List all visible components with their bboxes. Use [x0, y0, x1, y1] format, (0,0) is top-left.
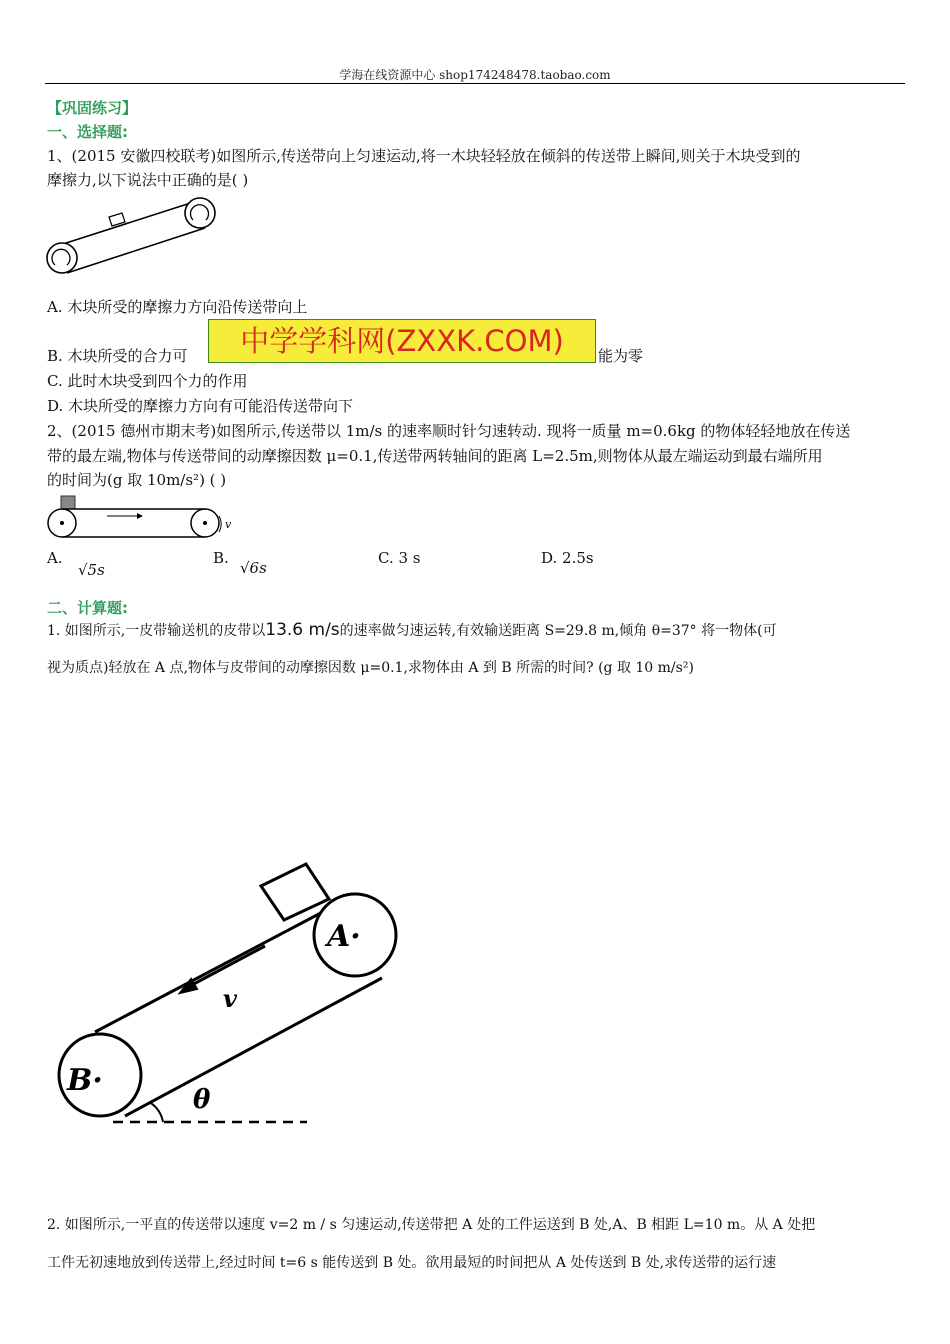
- c1-angle-label: θ: [193, 1085, 211, 1115]
- q2-stem-line2: 带的最左端,物体与传送带间的动摩擦因数 μ=0.1,传送带两转轴间的距离 L=2.5m,则物体从最左端运动到最右端所用: [47, 447, 823, 465]
- q1-option-c: C. 此时木块受到四个力的作用: [47, 372, 248, 390]
- section-title: 【巩固练习】: [47, 99, 138, 117]
- c1-pulley-b-label: B·: [67, 1063, 103, 1098]
- c1-stem-line1-a: 1. 如图所示,一皮带输送机的皮带以: [47, 623, 266, 639]
- c1-belt-speed: 13.6 m/s: [265, 620, 340, 640]
- c2-stem-line2: 工件无初速地放到传送带上,经过时间 t=6 s 能传送到 B 处。欲用最短的时间把从 A 处传送到 B 处,求传送带的运行速: [47, 1255, 777, 1271]
- part2-title: 二、计算题:: [47, 599, 128, 617]
- q1-stem-line1: 1、(2015 安徽四校联考)如图所示,传送带向上匀速运动,将一木块轻轻放在倾斜的传送带上瞬间,则关于木块受到的: [47, 147, 801, 165]
- watermark-banner: 中学学科网(ZXXK.COM): [208, 319, 596, 363]
- q2-option-a-value: √5s: [78, 561, 105, 579]
- q2-option-b-value: √6s: [240, 559, 267, 577]
- c2-stem-line1: 2. 如图所示,一平直的传送带以速度 v=2 m / s 匀速运动,传送带把 A 处的工件运送到 B 处,A、B 相距 L=10 m。从 A 处把: [47, 1217, 816, 1233]
- q2-horizontal-conveyor-figure: [45, 494, 245, 544]
- q1-option-a: A. 木块所受的摩擦力方向沿传送带向上: [47, 298, 308, 316]
- q1-option-d: D. 木块所受的摩擦力方向有可能沿传送带向下: [47, 397, 354, 415]
- q2-velocity-label: v: [225, 518, 232, 531]
- c1-velocity-label: v: [223, 984, 237, 1013]
- c1-pulley-a-label: A·: [327, 919, 361, 954]
- q2-stem-line1: 2、(2015 德州市期末考)如图所示,传送带以 1m/s 的速率顺时针匀速转动. 现将一质量 m=0.6kg 的物体轻轻地放在传送: [47, 422, 851, 440]
- q2-option-a-label: A.: [47, 549, 63, 567]
- page-header: 学海在线资源中心 shop174248478.taobao.com: [339, 68, 611, 82]
- c1-stem-line1-b: 的速率做匀速运转,有效输送距离 S=29.8 m,倾角 θ=37° 将一物体(可: [339, 623, 777, 639]
- q2-option-d: D. 2.5s: [541, 549, 594, 567]
- q2-stem-line3: 的时间为(g 取 10m/s²) ( ): [47, 471, 227, 489]
- q2-option-b-label: B.: [213, 549, 229, 567]
- c1-incline-conveyor-figure: [45, 850, 410, 1150]
- q1-stem-line2: 摩擦力,以下说法中正确的是( ): [47, 171, 249, 189]
- c1-stem-line2: 视为质点)轻放在 A 点,物体与皮带间的动摩擦因数 μ=0.1,求物体由 A 到 B 所需的时间? (g 取 10 m/s²): [47, 660, 694, 676]
- header-divider: [45, 83, 905, 84]
- q1-incline-conveyor-figure: [45, 193, 220, 278]
- part1-title: 一、选择题:: [47, 123, 128, 141]
- q1-option-b-left: B. 木块所受的合力可: [47, 347, 188, 365]
- q2-option-c: C. 3 s: [378, 549, 421, 567]
- q1-option-b-right: 能为零: [598, 347, 644, 365]
